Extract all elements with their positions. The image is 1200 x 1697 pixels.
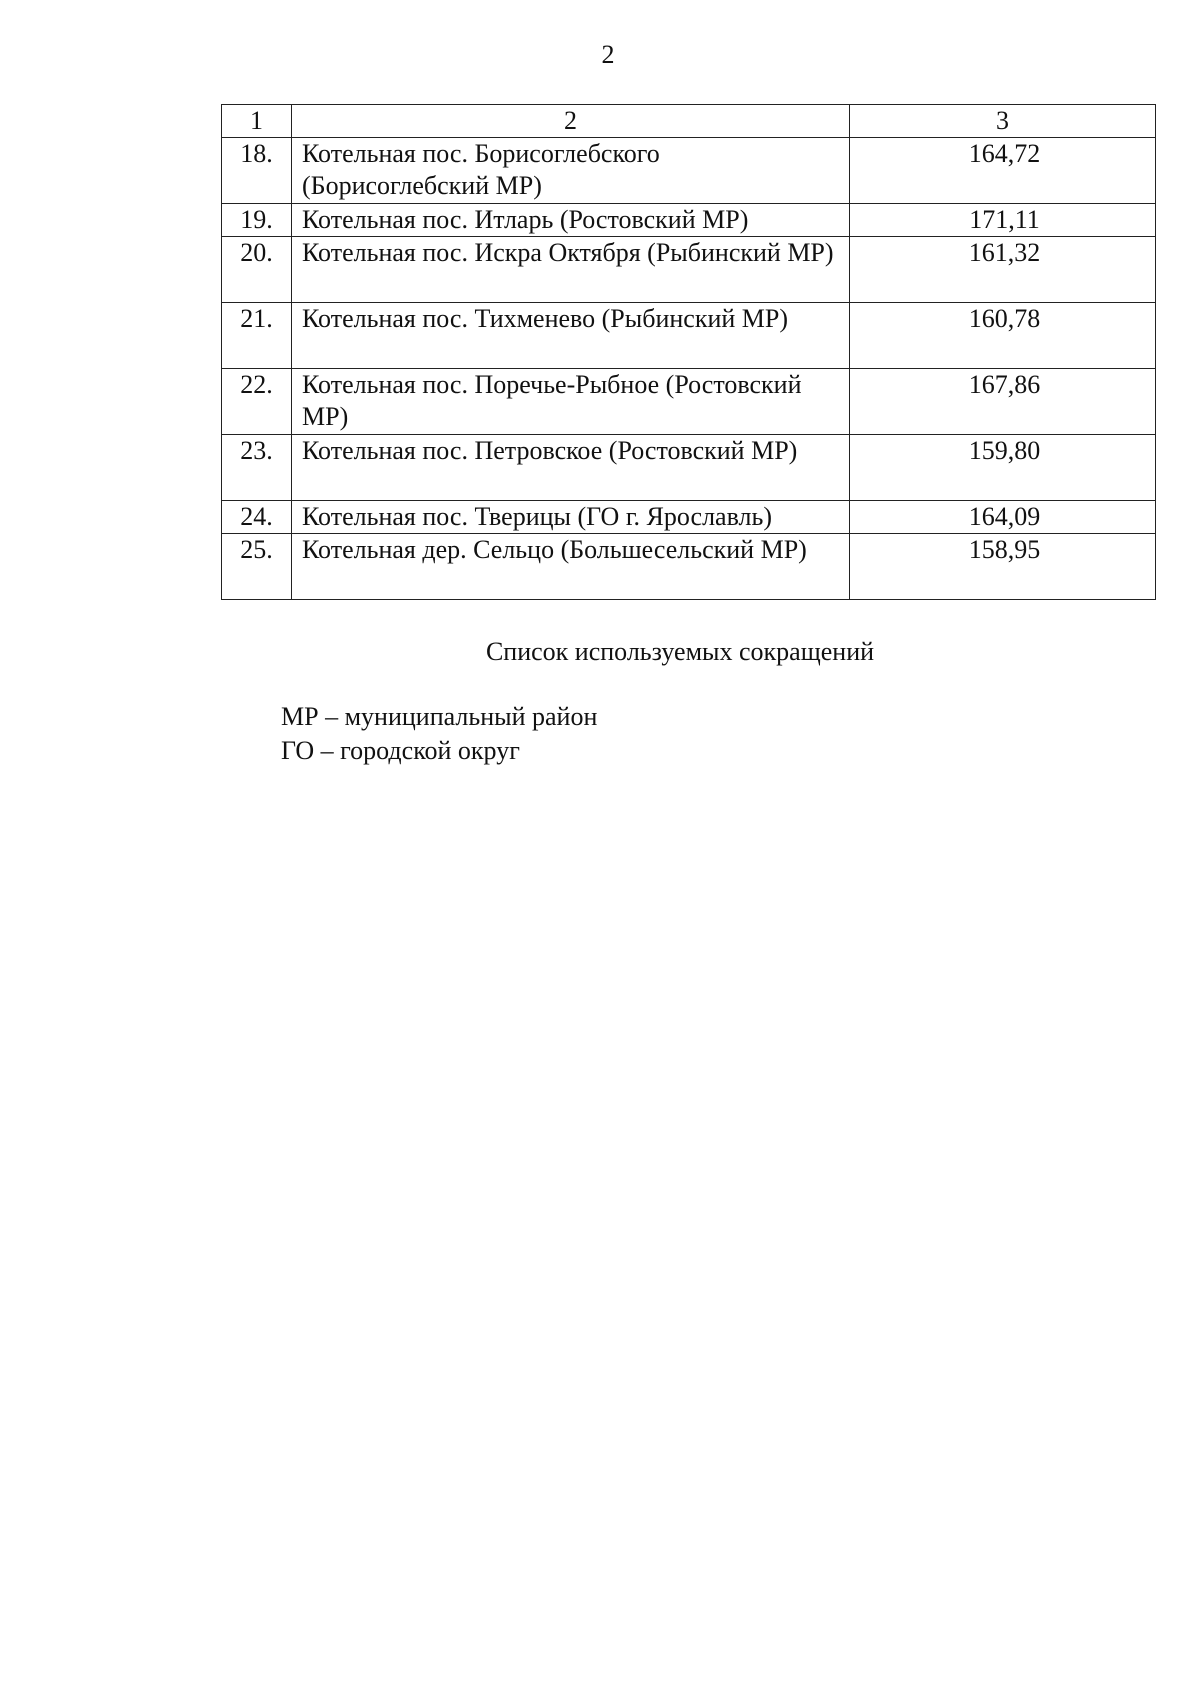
abbreviation-item: МР – муниципальный район [281,702,598,731]
abbreviations-list [281,700,597,768]
boiler-name: Котельная пос. Искра Октября (Рыбинский МР) [292,237,850,303]
column-header-value: 3 [850,105,1156,138]
tariff-value: 171,11 [850,204,1156,237]
row-number: 21. [222,303,292,369]
tariff-table [221,104,1156,600]
abbreviations-heading: Список используемых сокращений [485,637,875,666]
tariff-value: 164,09 [850,501,1156,534]
row-number: 18. [222,138,292,204]
table-row [222,204,1156,237]
table-row [222,534,1156,600]
page-number: 2 [601,40,615,69]
abbreviation-item: ГО – городской округ [281,736,520,765]
tariff-value: 159,80 [850,435,1156,501]
boiler-name: Котельная пос. Тверицы (ГО г. Ярославль) [292,501,850,534]
tariff-value: 164,72 [850,138,1156,204]
boiler-name: Котельная дер. Сельцо (Большесельский МР) [292,534,850,600]
boiler-name: Котельная пос. Поречье-Рыбное (Ростовский МР) [292,369,850,435]
row-number: 25. [222,534,292,600]
row-number: 22. [222,369,292,435]
table-row [222,435,1156,501]
table-row [222,303,1156,369]
tariff-value: 158,95 [850,534,1156,600]
boiler-name: Котельная пос. Петровское (Ростовский МР) [292,435,850,501]
row-number: 19. [222,204,292,237]
table-row [222,138,1156,204]
boiler-name: Котельная пос. Итларь (Ростовский МР) [292,204,850,237]
row-number: 23. [222,435,292,501]
row-number: 20. [222,237,292,303]
column-header-name: 2 [292,105,850,138]
tariff-value: 167,86 [850,369,1156,435]
boiler-name: Котельная пос. Борисоглебского (Борисоглебский МР) [292,138,850,204]
table-row [222,237,1156,303]
table-row [222,501,1156,534]
column-header-number: 1 [222,105,292,138]
table-header-row [222,105,1156,138]
row-number: 24. [222,501,292,534]
table-row [222,369,1156,435]
tariff-value: 161,32 [850,237,1156,303]
tariff-value: 160,78 [850,303,1156,369]
boiler-name: Котельная пос. Тихменево (Рыбинский МР) [292,303,850,369]
